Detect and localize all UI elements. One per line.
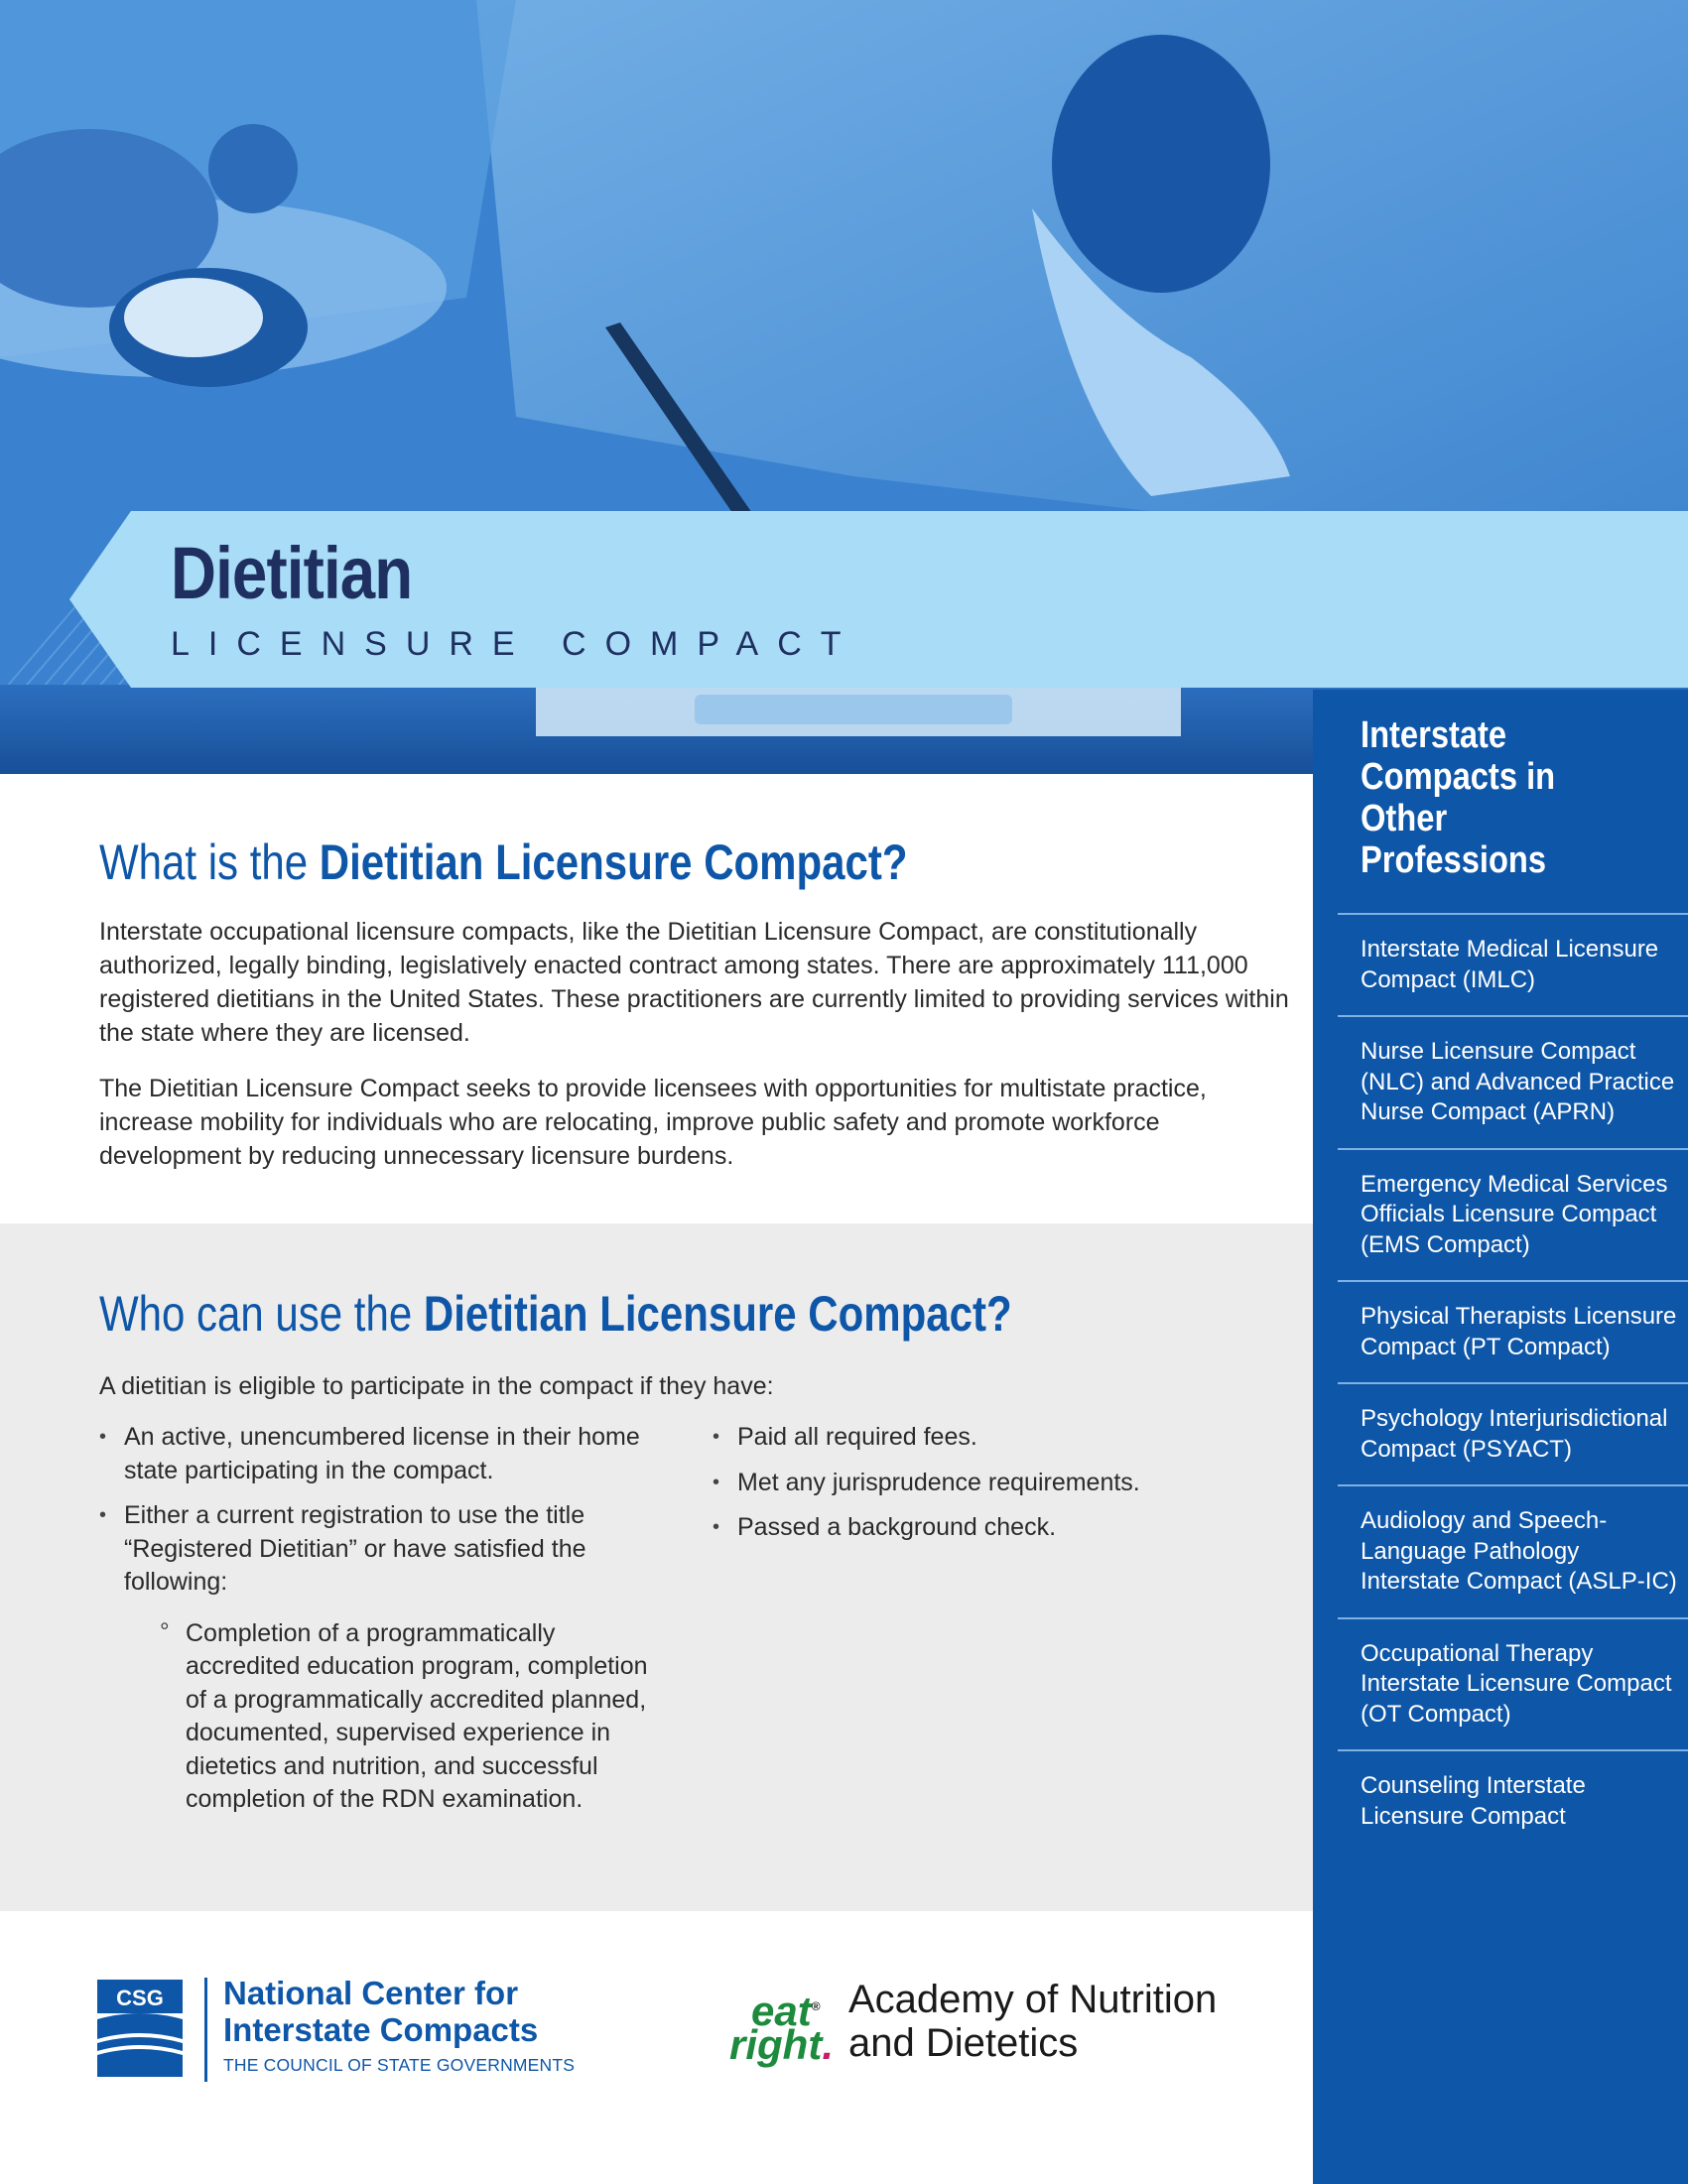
list-item-text: Either a current registration to use the title “Registered Dietitian” or have satisfied the following: [124,1501,586,1596]
sidebar-item-ot: Occupational Therapy Interstate Licensure Compact (OT Compact) [1338,1617,1688,1750]
sidebar-title: Interstate Compacts in Other Professions [1361,714,1556,881]
sidebar-item-counseling: Counseling Interstate Licensure Compact [1338,1749,1688,1852]
csg-badge-text: CSG [116,1986,164,2010]
list-item: • Paid all required fees. [713,1421,1268,1455]
list-item-text: An active, unencumbered license in their home state participating in the compact. [124,1423,640,1484]
csg-subtitle: THE COUNCIL OF STATE GOVERNMENTS [223,2055,576,2075]
sidebar-item-aslp: Audiology and Speech-Language Pathology Interstate Compact (ASLP-IC) [1338,1484,1688,1617]
section-heading-what-is [99,834,908,891]
section-who-can-use [0,1223,1313,1911]
sidebar-item-pt: Physical Therapists Licensure Compact (PT Compact) [1338,1280,1688,1382]
heading-bold: Dietitian Licensure Compact? [319,835,908,890]
sub-list [124,1617,655,1817]
list-item [99,1499,655,1817]
sub-list-item: ° Completion of a programmatically accredited education program, completion of a programmatically accredited planned, documented, supervised experience in dietetics and nutrition, and successful completion of the RDN examination. [124,1617,655,1817]
registered-mark: ® [811,1999,821,2013]
csg-name-line: National Center for [223,1975,519,2011]
academy-line: and Dietetics [848,2021,1079,2065]
csg-logo-icon [97,1980,183,2077]
list-item: • Met any jurisprudence requirements. [713,1467,1268,1500]
logo-divider [204,1978,207,2082]
eat-word: eat [751,1988,812,2034]
eat-right-logo: eat® right. [729,1988,834,2068]
sidebar-item-imlc: Interstate Medical Licensure Compact (IMLC) [1338,913,1688,1015]
other-compacts-sidebar [1313,690,1688,2184]
sidebar-item-psyact: Psychology Interjurisdictional Compact (PSYACT) [1338,1382,1688,1484]
csg-organization-name [223,1975,538,2048]
academy-line: Academy of Nutrition [848,1978,1218,2021]
heading-bold: Dietitian Licensure Compact? [423,1286,1012,1342]
right-word: right [729,2021,823,2068]
eligibility-list-right [713,1421,1268,1557]
sidebar-item-ems: Emergency Medical Services Officials Licensure Compact (EMS Compact) [1338,1148,1688,1281]
heading-plain: What is the [99,835,320,890]
sidebar-list [1338,913,1688,1852]
academy-name [848,1978,1217,2065]
paragraph-1: Interstate occupational licensure compacts, like the Dietitian Licensure Compact, are constitutionally authorized, legally binding, legislatively enacted contract among states. There are approximately 111,000 registered dietitians in the United States. These practitioners are currently limited to providing services within the state where they are licensed. [99,918,1289,1047]
paragraph-2: The Dietitian Licensure Compact seeks to provide licensees with opportunities for multistate practice, increase mobility for individuals who are relocating, improve public safety and promote workforce development by reducing unnecessary licensure burdens. [99,1075,1207,1170]
list-item [99,1421,655,1487]
csg-name-line: Interstate Compacts [223,2011,539,2048]
eligibility-list-left [99,1421,655,1829]
document-title: Dietitian [171,532,413,614]
section-heading-who-can-use [99,1285,1012,1343]
heading-plain: Who can use the [99,1286,424,1342]
eligibility-intro: A dietitian is eligible to participate in the compact if they have: [99,1372,774,1400]
document-subtitle: LICENSURE COMPACT [171,625,860,663]
list-item: • Passed a background check. [713,1511,1268,1545]
section-what-is [0,774,1313,1223]
sidebar-item-nlc: Nurse Licensure Compact (NLC) and Advanced Practice Nurse Compact (APRN) [1338,1015,1688,1148]
